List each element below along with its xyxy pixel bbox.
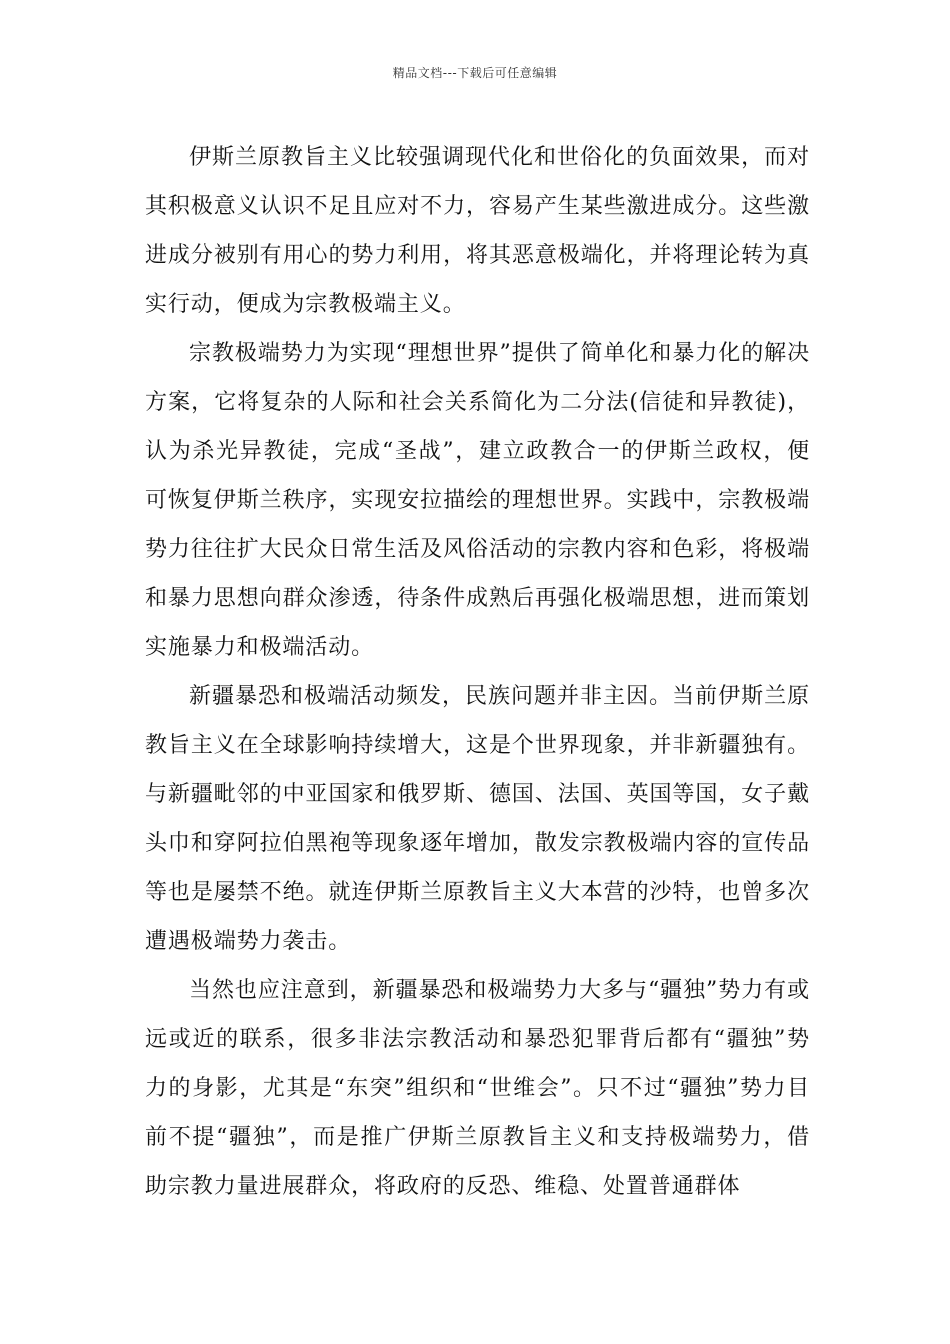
paragraph-2: 宗教极端势力为实现“理想世界”提供了简单化和暴力化的解决方案，它将复杂的人际和社会关系简化为二分法(信徒和异教徒)，认为杀光异教徒，完成“圣战”，建立政教合一的伊斯兰政权，便可恢复伊斯兰秩序，实现安拉描绘的理想世界。实践中，宗教极端势力往往扩大民众日常生活及风俗活动的宗教内容和色彩，将极端和暴力思想向群众渗透，待条件成熟后再强化极端思想，进而策划实施暴力和极端活动。 <box>145 341 810 660</box>
page-header: 精品文档---下载后可任意编辑 <box>392 66 558 80</box>
paragraph-1: 伊斯兰原教旨主义比较强调现代化和世俗化的负面效果，而对其积极意义认识不足且应对不力，容易产生某些激进成分。这些激进成分被别有用心的势力利用，将其恶意极端化，并将理论转为真实行动，便成为宗教极端主义。 <box>145 145 810 317</box>
document-body <box>145 133 810 1211</box>
paragraph-3: 新疆暴恐和极端活动频发，民族问题并非主因。当前伊斯兰原教旨主义在全球影响持续增大，这是个世界现象，并非新疆独有。与新疆毗邻的中亚国家和俄罗斯、德国、法国、英国等国，女子戴头巾和穿阿拉伯黑袍等现象逐年增加，散发宗教极端内容的宣传品等也是屡禁不绝。就连伊斯兰原教旨主义大本营的沙特，也曾多次遭遇极端势力袭击。 <box>145 684 810 954</box>
paragraph-4: 当然也应注意到，新疆暴恐和极端势力大多与“疆独”势力有或远或近的联系，很多非法宗教活动和暴恐犯罪背后都有“疆独”势力的身影，尤其是“东突”组织和“世维会”。只不过“疆独”势力目前不提“疆独”，而是推广伊斯兰原教旨主义和支持极端势力，借助宗教力量进展群众，将政府的反恐、维稳、处置普通群体 <box>145 978 810 1199</box>
